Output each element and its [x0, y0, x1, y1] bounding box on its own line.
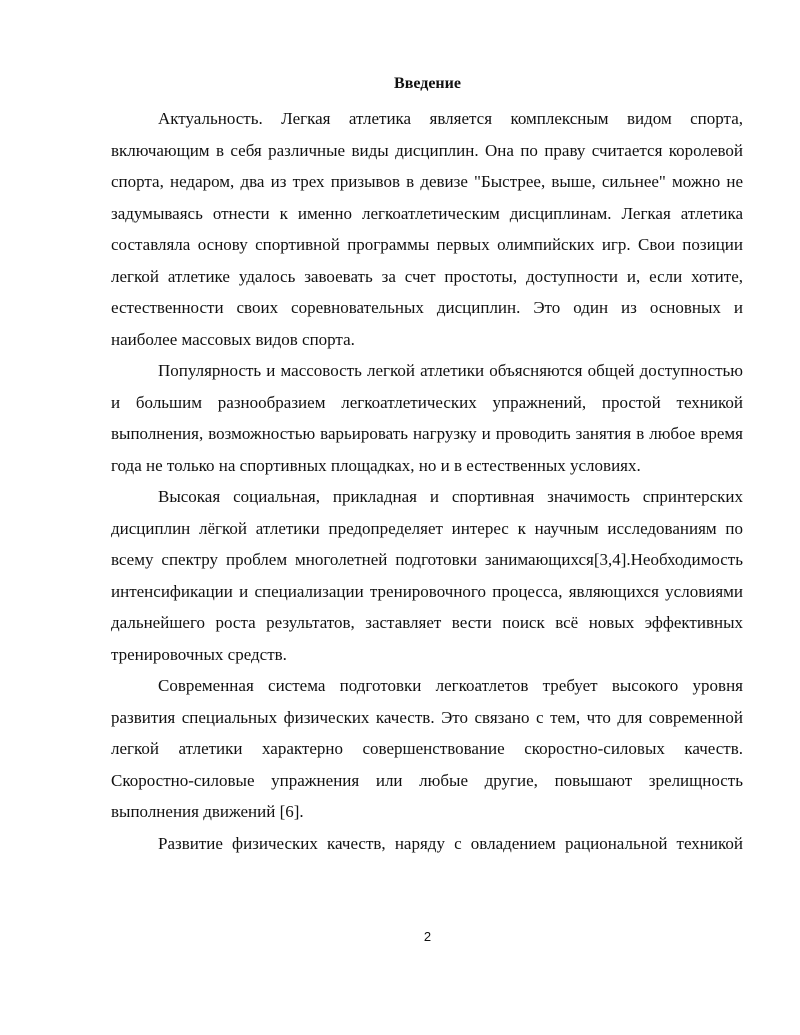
paragraph-popularity: Популярность и массовость легкой атлетики объясняются общей доступностью и большим разнообразием легкоатлетических упражнений, простой техникой выполнения, возможностью варьировать нагрузку и проводить занятия в любое время года не только на спортивных площадках, но и в естественных условиях. — [111, 361, 743, 475]
paragraph-sprint-significance: Высокая социальная, прикладная и спортивная значимость спринтерских дисциплин лёгкой атлетики предопределяет интерес к научным исследованиям по всему спектру проблем многолетней подготовки занимающихся[3,4].Необходимость интенсификации и специализации тренировочного процесса, являющихся условиями дальнейшего роста результатов, заставляет вести поиск всё новых эффективных тренировочных средств. — [111, 487, 743, 664]
paragraph-physical-qualities: Развитие физических качеств, наряду с овладением рациональной техникой — [158, 833, 743, 853]
section-title: Введение — [394, 75, 461, 92]
document-body — [111, 103, 743, 859]
page-number: 2 — [423, 929, 432, 944]
paragraph-relevance: Актуальность. Легкая атлетика является комплексным видом спорта, включающим в себя различные виды дисциплин. Она по праву считается королевой спорта, недаром, два из трех призывов в девизе "Быстрее, выше, сильнее" можно не задумываясь отнести к именно легкоатлетическим дисциплинам. Легкая атлетика составляла основу спортивной программы первых олимпийских игр. Свои позиции легкой атлетике удалось завоевать за счет простоты, доступности и, если хотите, естественности своих соревновательных дисциплин. Это один из основных и наиболее массовых видов спорта. — [111, 109, 743, 349]
paragraph-training-system: Современная система подготовки легкоатлетов требует высокого уровня развития специальных физических качеств. Это связано с тем, что для современной легкой атлетики характерно совершенствование скоростно-силовых качеств. Скоростно-силовые упражнения или любые другие, повышают зрелищность выполнения движений [6]. — [111, 676, 743, 821]
